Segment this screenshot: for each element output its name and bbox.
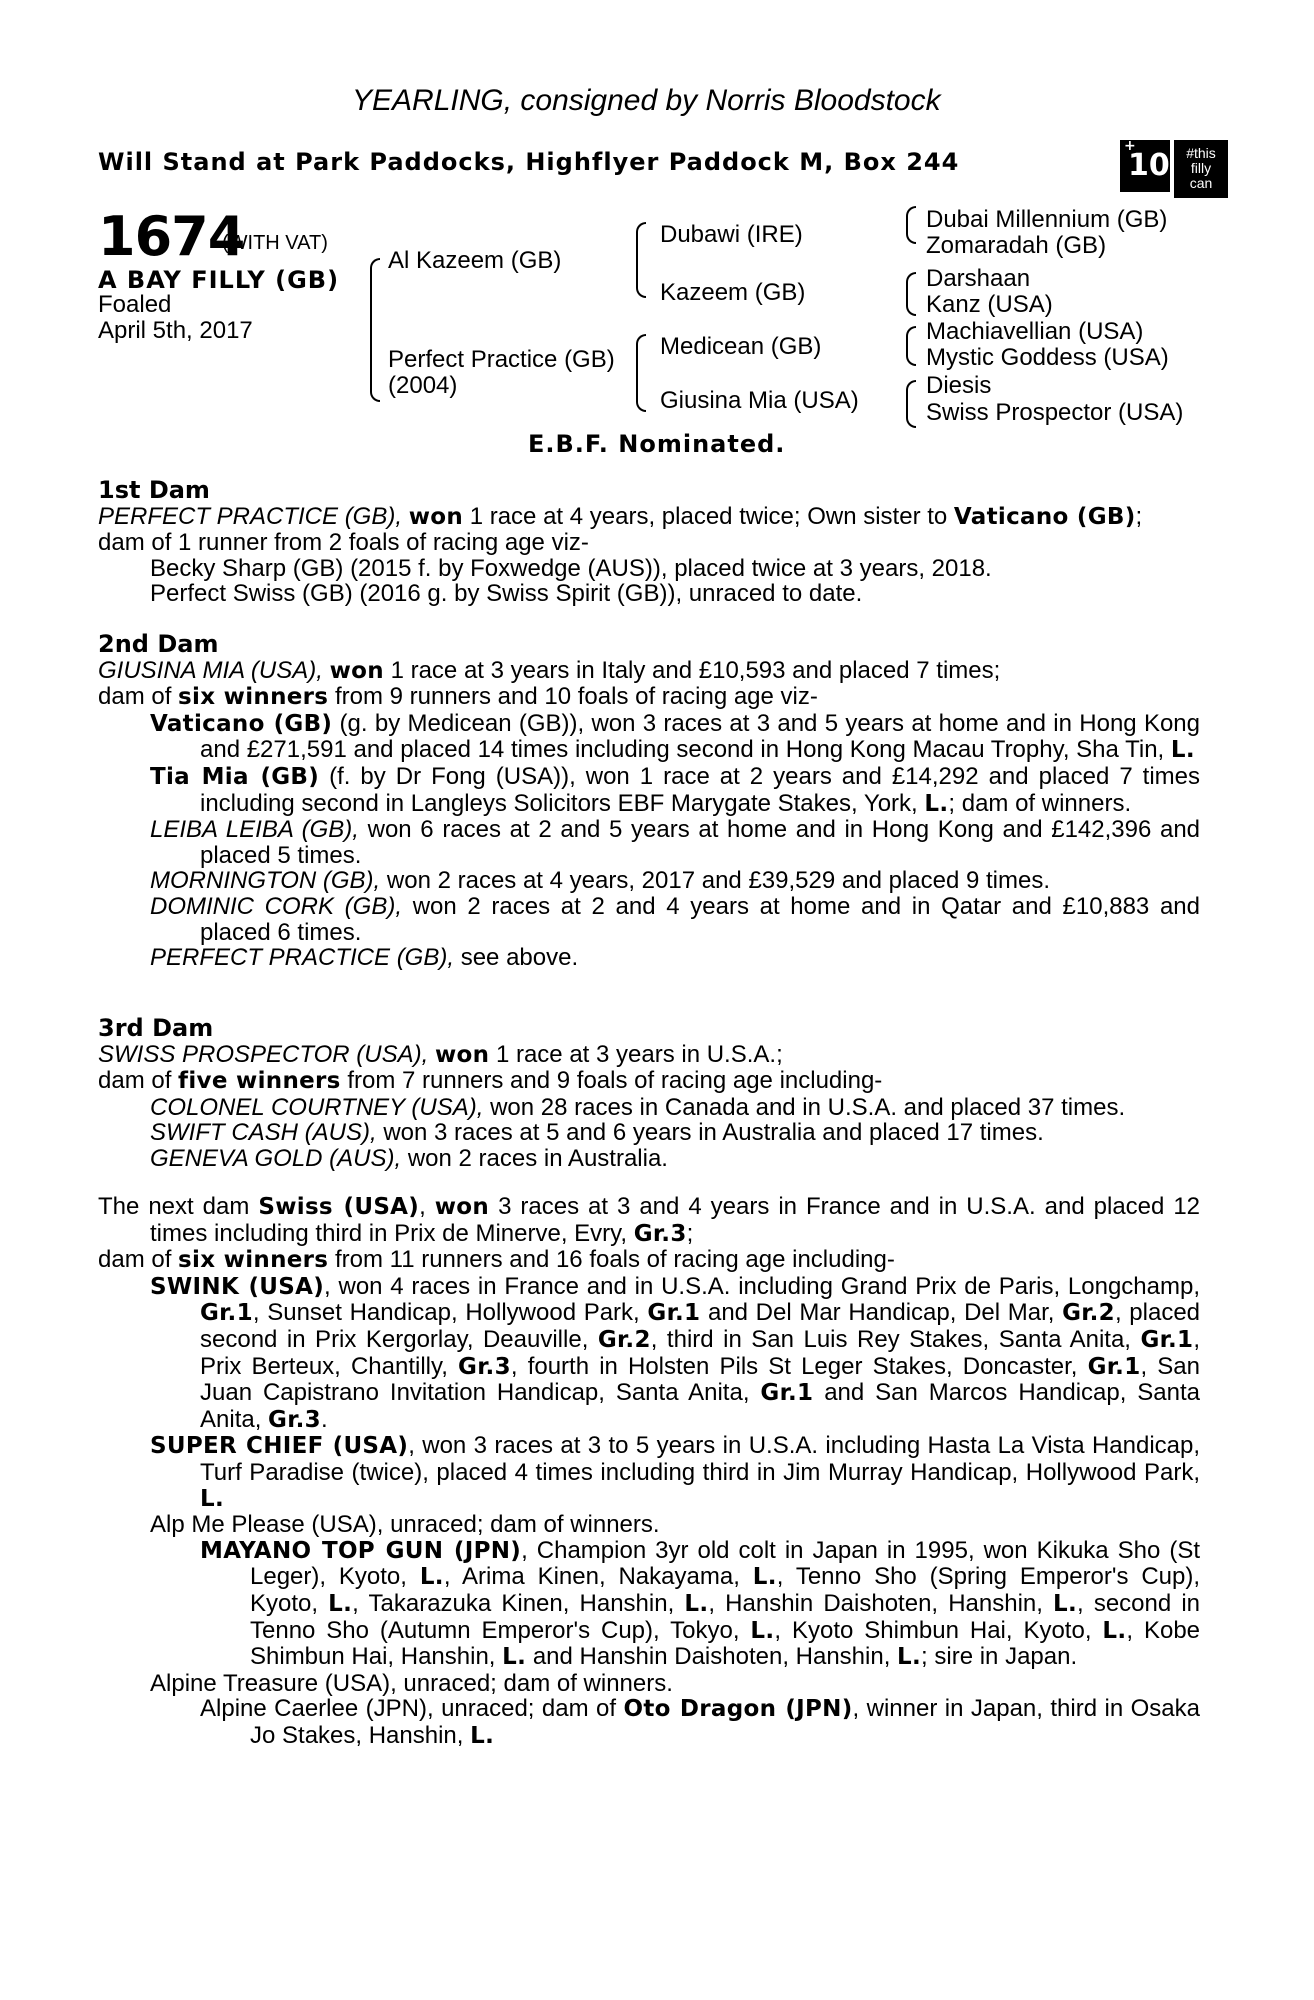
pedigree-dss: Machiavellian (USA) <box>926 318 1144 345</box>
progeny-geneva-gold: GENEVA GOLD (AUS), won 2 races in Australia. <box>150 1144 668 1172</box>
stand-location: Will Stand at Park Paddocks, Highflyer Paddock M, Box 244 <box>98 148 960 176</box>
first-dam-section <box>98 478 1200 607</box>
pedigree-brace-gen1 <box>370 258 380 402</box>
progeny-dominic-cork: DOMINIC CORK (GB), won 2 races at 2 and 4 years at home and in Qatar and £10,883 and placed 6 times. <box>150 892 1200 946</box>
progeny-swink: SWINK (USA), won 4 races in France and in U.S.A. including Grand Prix de Paris, Longchamp, Gr.1, Sunset Handicap, Hollywood Park, Gr.1 and Del Mar Handicap, Del Mar, Gr.2, placed second in Prix Kergorlay, Deauville, Gr.2, third in San Luis Rey Stakes, Santa Anita, Gr.1, Prix Berteux, Chantilly, Gr.3, fourth in Holsten Pils St Leger Stakes, Doncaster, Gr.1, San Juan Capistrano Invitation Handicap, Santa Anita, Gr.1 and San Marcos Handicap, Santa Anita, Gr.3. <box>150 1272 1201 1433</box>
this-filly-can-badge-icon: #this filly can <box>1174 140 1228 198</box>
pedigree-sds: Darshaan <box>926 265 1031 292</box>
progeny-swift-cash: SWIFT CASH (AUS), won 3 races at 5 and 6 years in Australia and placed 17 times. <box>150 1119 1044 1147</box>
next-dam-record: The next dam Swiss (USA), won 3 races at 3 and 4 years in France and in U.S.A. and placed 12 times including third in Prix de Minerve, Evry, Gr.3; <box>98 1193 1201 1247</box>
pedigree-brace-dd <box>906 380 916 428</box>
lot-number: 1674 <box>98 205 245 268</box>
pedigree-sss: Dubai Millennium (GB) <box>926 206 1168 233</box>
second-dam-record: GIUSINA MIA (USA), won 1 race at 3 years in Italy and £10,593 and placed 7 times; <box>98 656 1001 684</box>
third-dam-heading: 3rd Dam <box>98 1014 214 1042</box>
pedigree-sire-sire: Dubawi (IRE) <box>660 221 803 248</box>
plus-ten-badge-icon: + 10 <box>1120 140 1170 192</box>
lot-title: A BAY FILLY (GB) <box>98 266 340 294</box>
pedigree-dam: Perfect Practice (GB) <box>388 346 615 373</box>
pedigree-brace-dam <box>636 334 646 412</box>
second-dam-section <box>98 632 1200 971</box>
pedigree-dsd: Mystic Goddess (USA) <box>926 344 1169 371</box>
pedigree-dam-dam: Giusina Mia (USA) <box>660 387 859 414</box>
progeny-leiba-leiba: LEIBA LEIBA (GB), won 6 races at 2 and 5 years at home and in Hong Kong and £142,396 and placed 5 times. <box>150 816 1201 869</box>
ebf-nominated: E.B.F. Nominated. <box>528 430 786 458</box>
first-dam-progeny-1: Becky Sharp (GB) (2015 f. by Foxwedge (AUS)), placed twice at 3 years, 2018. <box>150 554 992 582</box>
progeny-alpine-caerlee: Alpine Caerlee (JPN), unraced; dam of Oto Dragon (JPN), winner in Japan, third in Osaka Jo Stakes, Hanshin, L. <box>200 1695 1200 1749</box>
next-dam-section <box>98 1194 1200 1749</box>
third-dam-section <box>98 1016 1200 1172</box>
next-dam-summary: dam of six winners from 11 runners and 16 foals of racing age including- <box>98 1246 895 1274</box>
pedigree-brace-ss <box>906 206 916 244</box>
pedigree-brace-sd <box>906 272 916 316</box>
pedigree-dam-sire: Medicean (GB) <box>660 333 822 360</box>
foaled-date: April 5th, 2017 <box>98 317 253 344</box>
first-dam-summary: dam of 1 runner from 2 foals of racing age viz- <box>98 529 589 557</box>
foaled-label: Foaled <box>98 291 172 318</box>
pedigree-brace-sire <box>636 222 646 298</box>
second-dam-summary: dam of six winners from 9 runners and 10 foals of racing age viz- <box>98 683 818 711</box>
first-dam-progeny-2: Perfect Swiss (GB) (2016 g. by Swiss Spirit (GB)), unraced to date. <box>150 580 863 608</box>
third-dam-record: SWISS PROSPECTOR (USA), won 1 race at 3 years in U.S.A.; <box>98 1040 783 1068</box>
first-dam-record: PERFECT PRACTICE (GB), won 1 race at 4 years, placed twice; Own sister to Vaticano (GB); <box>98 502 1143 530</box>
progeny-vaticano: Vaticano (GB) (g. by Medicean (GB)), won 3 races at 3 and 5 years at home and in Hong Kong and £271,591 and placed 14 times including second in Hong Kong Macau Trophy, Sha Tin, L. <box>150 709 1200 764</box>
pedigree-sire: Al Kazeem (GB) <box>388 247 562 274</box>
progeny-super-chief: SUPER CHIEF (USA), won 3 races at 3 to 5 years in U.S.A. including Hasta La Vista Handicap, Turf Paradise (twice), placed 4 times including third in Jim Murray Handicap, Hollywood Park, L. <box>150 1432 1201 1512</box>
progeny-mornington: MORNINGTON (GB), won 2 races at 4 years, 2017 and £39,529 and placed 9 times. <box>150 867 1050 895</box>
progeny-colonel-courtney: COLONEL COURTNEY (USA), won 28 races in Canada and in U.S.A. and placed 37 times. <box>150 1093 1126 1121</box>
first-dam-heading: 1st Dam <box>98 476 210 504</box>
pedigree-dam-year: (2004) <box>388 372 458 399</box>
vat-note: (WITH VAT) <box>222 232 328 254</box>
progeny-tia-mia: Tia Mia (GB) (f. by Dr Fong (USA)), won 1 race at 2 years and £14,292 and placed 7 times including second in Langleys Solicitors EBF Marygate Stakes, York, L.; dam of winners. <box>150 762 1201 817</box>
pedigree-ddd: Swiss Prospector (USA) <box>926 399 1184 426</box>
progeny-mayano-top-gun: MAYANO TOP GUN (JPN), Champion 3yr old colt in Japan in 1995, won Kikuka Sho (St Leger), Kyoto, L., Arima Kinen, Nakayama, L., Tenno Sho (Spring Emperor's Cup), Kyoto, L., Takarazuka Kinen, Hanshin, L., Hanshin Daishoten, Hanshin, L., second in Tenno Sho (Autumn Emperor's Cup), Tokyo, L., Kyoto Shimbun Hai, Kyoto, L., Kobe Shimbun Hai, Hanshin, L. and Hanshin Daishoten, Hanshin, L.; sire in Japan. <box>200 1536 1201 1671</box>
pedigree-brace-ds <box>906 326 916 366</box>
pedigree-ssd: Zomaradah (GB) <box>926 232 1107 259</box>
progeny-alpine-treasure: Alpine Treasure (USA), unraced; dam of winners. <box>150 1669 673 1697</box>
third-dam-summary: dam of five winners from 7 runners and 9 foals of racing age including- <box>98 1067 883 1095</box>
pedigree-dds: Diesis <box>926 372 992 399</box>
progeny-perfect-practice: PERFECT PRACTICE (GB), see above. <box>150 944 579 972</box>
progeny-alp-me-please: Alp Me Please (USA), unraced; dam of winners. <box>150 1511 660 1539</box>
subtitle: YEARLING, consigned by Norris Bloodstock <box>352 84 941 117</box>
second-dam-heading: 2nd Dam <box>98 630 219 658</box>
pedigree-sdd: Kanz (USA) <box>926 291 1053 318</box>
pedigree-sire-dam: Kazeem (GB) <box>660 279 806 306</box>
